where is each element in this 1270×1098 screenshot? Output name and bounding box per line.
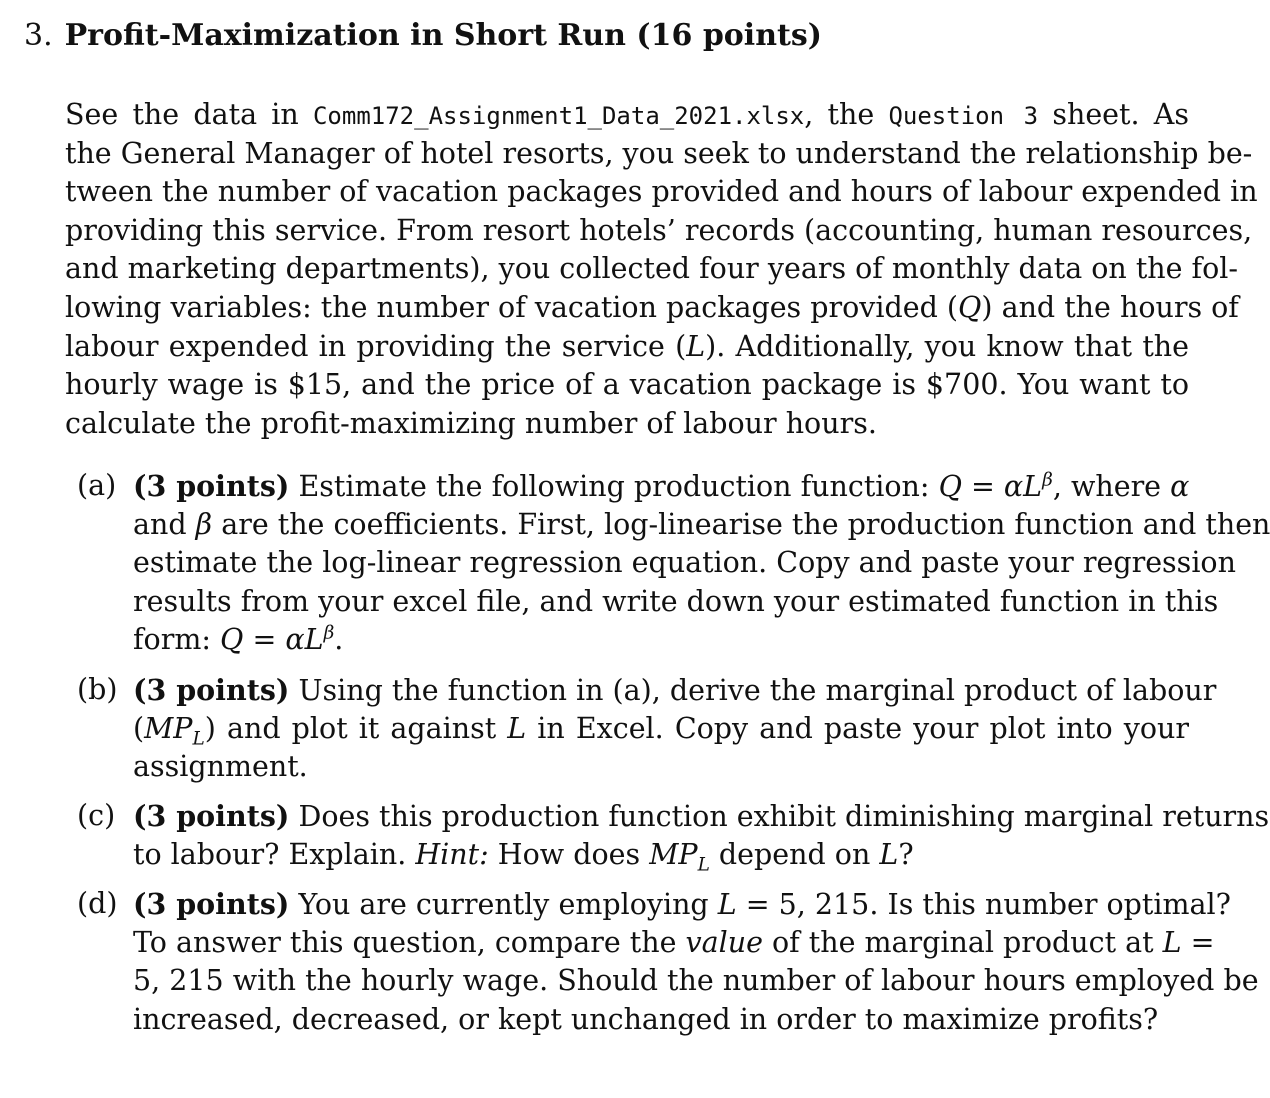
intro-line: providing this service. From resort hotels’ records (accounting, human resources,	[65, 213, 1253, 247]
part-d-label: (d)	[77, 887, 118, 920]
part-b-points: (3 points)	[133, 673, 290, 707]
intro-line: See the data in Comm172_Assignment1_Data_2021.xlsx, the Question 3 sheet. As	[65, 98, 1189, 131]
part-b-body: (3 points) Using the function in (a), derive the marginal product of labour $(MP_L)$ and plot it against L in Excel. Copy and paste your plot into your assignment.	[133, 673, 1217, 784]
data-filename: Comm172_Assignment1_Data_2021.xlsx	[312, 102, 805, 130]
part-a-body: (3 points) Estimate the following production function: $Q = \alpha L^\beta$, where α and β are the coefficients. First, log-linearise the production function and then estimate the log-linear regression equation. Copy and paste your regression results from your excel file, and write down your estimated function in this form: $Q = \alpha L^\beta$.	[133, 469, 1270, 657]
intro-line: lowing variables: the number of vacation packages provided (Q) and the hours of	[65, 290, 1239, 324]
part-c-body: (3 points) Does this production function exhibit diminishing marginal returns to labour? Explain. Hint: How does $MP_L$ depend on L?	[133, 799, 1270, 876]
intro-line: labour expended in providing the service (L). Additionally, you know that the	[65, 329, 1190, 363]
intro-line: tween the number of vacation packages provided and hours of labour expended in	[65, 175, 1258, 209]
part-b-label: (b)	[77, 673, 118, 706]
intro-paragraph	[65, 96, 1258, 443]
part-c-label: (c)	[77, 799, 116, 832]
intro-line: calculate the profit-maximizing number of labour hours.	[65, 406, 877, 440]
intro-line: and marketing departments), you collected four years of monthly data on the fol-	[65, 252, 1239, 286]
intro-line: hourly wage is $15, and the price of a vacation package is $700. You want to	[65, 368, 1189, 402]
part-c-points: (3 points)	[133, 799, 290, 833]
part-d-body: (3 points) You are currently employing L = 5, 215. Is this number optimal? To answer this question, compare the value of the marginal product at L = 5, 215 with the hourly wage. Should the number of labour hours employed be increased, decreased, or kept unchanged in order to maximize profits?	[133, 887, 1259, 1036]
question-title: Profit-Maximization in Short Run (16 points)	[64, 18, 822, 53]
production-function: Q = αL	[938, 470, 1043, 503]
part-d-points: (3 points)	[133, 887, 290, 921]
part-a-points: (3 points)	[133, 469, 290, 503]
sheet-name: Question 3	[888, 102, 1039, 130]
question-heading	[24, 14, 822, 58]
part-a-label: (a)	[77, 469, 117, 502]
question-number: 3.	[24, 18, 53, 53]
intro-line: the General Manager of hotel resorts, you seek to understand the relationship be-	[65, 136, 1253, 170]
